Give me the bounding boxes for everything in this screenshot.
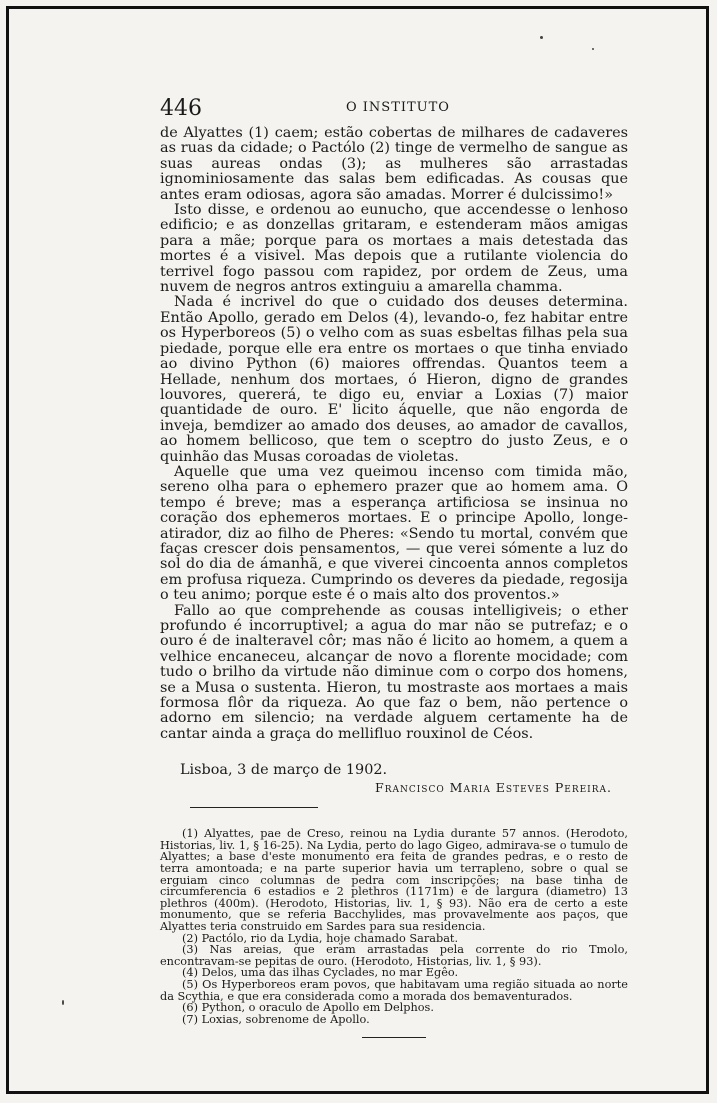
footnote-3: (3) Nas areias, que eram arrastadas pela corrente do rio Tmolo, encontravam-se pepitas de ouro. (Herodoto, Historias, liv. 1, § 93). [160,943,628,968]
footnote-1: (1) Alyattes, pae de Creso, reinou na Lydia durante 57 annos. (Herodoto, Historias, liv. 1, § 16-25). Na Lydia, perto do lago Gigeo, admirava-se o tumulo de Alyattes; a base d'este monumento era feita de grandes pedras, e o resto de terra amontoada; e na parte superior havia um terrapleno, sobre o qual se erguiam cinco columnas de pedra com inscripções; na base tinha de circumferencia 6 estadios e 2 plethros (1171m) e de largura (diametro) 13 plethros (400m). (Herodoto, Historias, liv. 1, § 93). Não era de certo a este monumento, que se referia Bacchylides, mas provavelmente aos paços, que Alyattes teria construido em Sardes para sua residencia. [160,827,628,933]
footnote-4: (4) Delos, uma das ilhas Cyclades, no mar Egêo. [182,966,459,980]
paragraph-2: Isto disse, e ordenou ao eunucho, que accendesse o lenhoso edificio; e as donzellas gritaram, e estenderam mãos amigas para a mãe; porque para os mortaes a mais detestada das mortes é a visivel. Mas depois que a rutilante violencia do terrivel fogo passou com rapidez, por ordem de Zeus, uma nuvem de negros antros extinguiu a amarella chamma. [160,202,628,296]
paragraph-3: Nada é incrivel do que o cuidado dos deuses determina. Então Apollo, gerado em Delos (4), levando-o, fez habitar entre os Hyperboreos (5) o velho com as suas esbeltas filhas pela sua piedade, porque elle era entre os mortaes o que tinha enviado ao divino Python (6) maiores offrendas. Quantos teem a Hellade, nenhum dos mortaes, ó Hieron, digno de grandes louvores, quererá, te digo eu, enviar a Loxias (7) maior quantidade de ouro. E' licito áquelle, que não engorda de inveja, bemdizer ao amado dos deuses, ao amador de cavallos, ao homem bellicoso, que tem o sceptro do justo Zeus, e o quinhão das Musas coroadas de violetas. [160,294,628,465]
page-number: 446 [160,96,202,121]
dateline: Lisboa, 3 de março de 1902. [180,762,388,779]
footnotes [160,828,628,1025]
paper-speck [62,1000,64,1005]
running-title: O INSTITUTO [346,100,450,115]
paragraph-4: Aquelle que uma vez queimou incenso com timida mão, sereno olha para o ephemero prazer que ao homem ama. O tempo é breve; mas a esperança artificiosa se insinua no coração dos ephemeros mortaes. E o principe Apollo, longe-atirador, diz ao filho de Pheres: «Sendo tu mortal, convém que faças crescer dois pensamentos, — que verei sómente a luz do sol do dia de ámanhã, e que viverei cincoenta annos completos em profusa riqueza. Cumprindo os deveres da piedade, regosija o teu animo; porque este é o mais alto dos proventos.» [160,463,628,604]
page-header [160,96,628,126]
body-text [160,126,628,742]
footnote-5: (5) Os Hyperboreos eram povos, que habitavam uma região situada ao norte da Scythia, e que era considerada como a morada dos bemaventurados. [160,977,628,1003]
author-signature: Francisco Maria Esteves Pereira. [375,780,612,796]
document-page [160,96,628,1038]
footnote-7: (7) Loxias, sobrenome de Apollo. [182,1012,370,1026]
paper-speck [592,48,594,50]
paper-speck [540,36,543,39]
footnote-6: (6) Python, o oraculo de Apollo em Delphos. [182,1001,434,1015]
paragraph-1: de Alyattes (1) caem; estão cobertas de milhares de cadaveres as ruas da cidade; o Pactólo (2) tinge de vermelho de sangue as suas aureas ondas (3); as mulheres são arrastadas ignominiosamente das salas bem edificadas. As cousas que antes eram odiosas, agora são amadas. Morrer é dulcissimo!» [160,125,628,203]
paragraph-5: Fallo ao que comprehende as cousas intelligiveis; o ether profundo é incorruptivel; a agua do mar não se putrefaz; e o ouro é de inalteravel côr; mas não é licito ao homem, a quem a velhice encaneceu, alcançar de novo a florente mocidade; com tudo o brilho da virtude não diminue com o corpo dos homens, se a Musa o sustenta. Hieron, tu mostraste aos mortaes a mais formosa flôr da riqueza. Ao que faz o bem, não pertence o adorno em silencio; na verdade alguem certamente ha de cantar ainda a graça do mellifluo rouxinol de Céos. [160,602,628,742]
footnote-2: (2) Pactólo, rio da Lydia, hoje chamado Sarabat. [182,931,459,945]
footnote-divider [190,807,318,808]
end-divider [362,1037,426,1038]
